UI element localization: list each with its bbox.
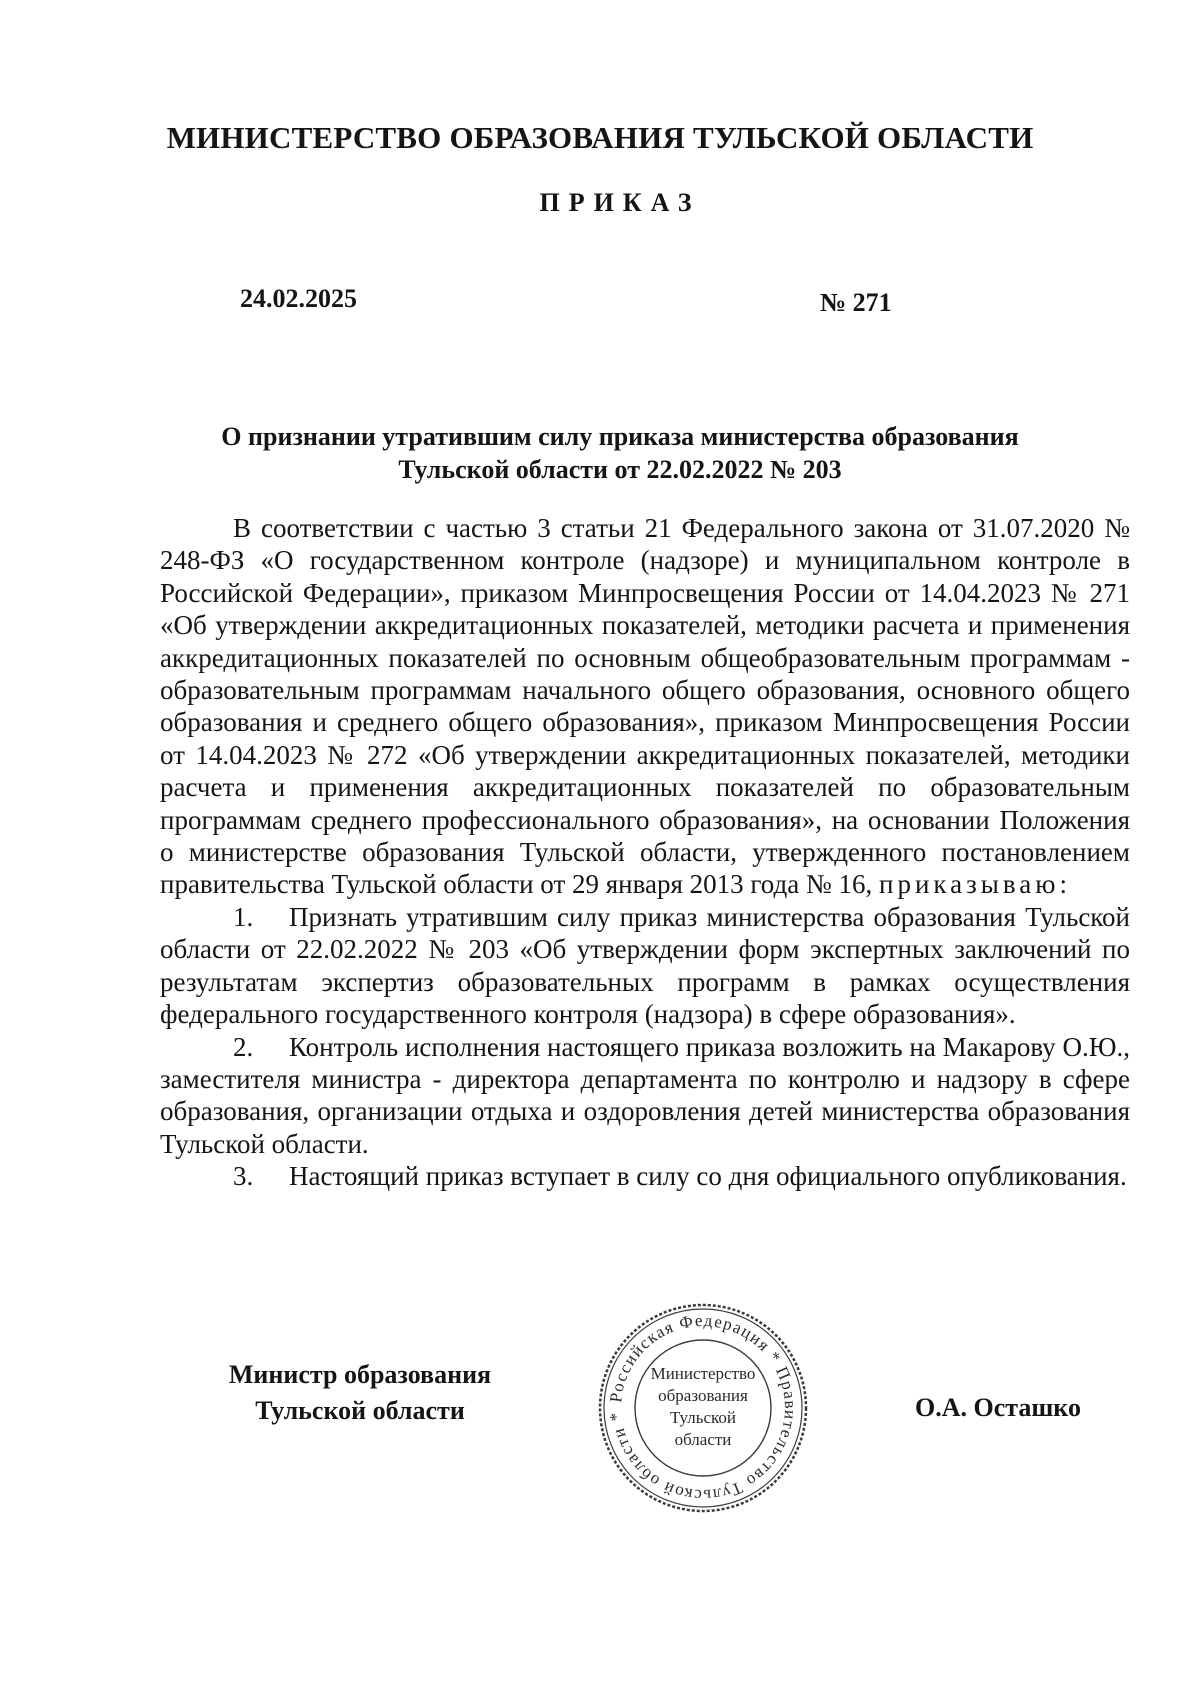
preamble-paragraph bbox=[160, 512, 1130, 901]
seal-inner-line-1: Министерство bbox=[650, 1364, 756, 1383]
ministry-name: МИНИСТЕРСТВО ОБРАЗОВАНИЯ ТУЛЬСКОЙ ОБЛАСТИ bbox=[166, 120, 1034, 155]
order-item-text: Настоящий приказ вступает в силу со дня официального опубликования. bbox=[289, 1161, 1127, 1192]
order-item-text: Признать утратившим силу приказ министерства образования Тульской области от 22.02.2022 № 203 «Об утверждении форм экспертных заключений по результатам экспертиз образовательных программ в рамках осуществления федерального государственного контроля (надзора) в сфере образования». bbox=[160, 901, 1130, 1030]
document-type: ПРИКАЗ bbox=[539, 188, 701, 217]
document-title-line-1: О признании утратившим силу приказа министерства образования bbox=[221, 422, 1019, 451]
document-title bbox=[160, 420, 1080, 486]
order-item-3 bbox=[160, 1160, 1130, 1192]
order-number: № 271 bbox=[820, 288, 892, 317]
document-body bbox=[160, 512, 1130, 1193]
seal-inner-line-3: Тульской bbox=[669, 1408, 737, 1427]
order-item-2 bbox=[160, 1031, 1130, 1161]
order-item-number: 1. bbox=[233, 901, 254, 932]
order-word: приказываю: bbox=[879, 869, 1071, 900]
signatory-position-line-1: Министр образования bbox=[228, 1360, 492, 1389]
preamble-text: В соответствии с частью 3 статьи 21 Федерального закона от 31.07.2020 № 248-ФЗ «О государственном контроле (надзоре) и муниципальном контроле в Российской Федерации», приказом Минпросвещения России от 14.04.2023 № 271 «Об утверждении аккредитационных показателей, методики расчета и применения аккредитационных показателей по основным общеобразовательным программам - образовательным программам начального общего образования, основного общего образования и среднего общего образования», приказом Минпросвещения России от 14.04.2023 № 272 «Об утверждении аккредитационных показателей, методики расчета и применения аккредитационных показателей по образовательным программам среднего профессионального образования», на основании Положения о министерстве образования Тульской области, утвержденного постановлением правительства Тульской области от 29 января 2013 года № 16, bbox=[160, 513, 1130, 900]
order-item-text: Контроль исполнения настоящего приказа возложить на Макарову О.Ю., заместителя министра - директора департамента по контролю и надзору в сфере образования, организации отдыха и оздоровления детей министерства образования Тульской области. bbox=[160, 1031, 1130, 1159]
document-title-line-2: Тульской области от 22.02.2022 № 203 bbox=[398, 455, 842, 484]
order-item-number: 2. bbox=[233, 1031, 254, 1062]
seal-inner-line-4: области bbox=[674, 1430, 732, 1449]
signatory-position bbox=[200, 1357, 520, 1429]
seal-inner-line-2: образования bbox=[658, 1386, 748, 1405]
order-date: 24.02.2025 bbox=[240, 284, 357, 313]
official-seal bbox=[596, 1301, 810, 1515]
signatory-name: О.А. Осташко bbox=[915, 1393, 1081, 1422]
seal-outer-text: Российская Федерация * Правительство Тульской области * bbox=[606, 1310, 801, 1506]
order-item-number: 3. bbox=[233, 1161, 254, 1192]
order-item-1 bbox=[160, 901, 1130, 1031]
signatory-position-line-2: Тульской области bbox=[255, 1396, 465, 1425]
